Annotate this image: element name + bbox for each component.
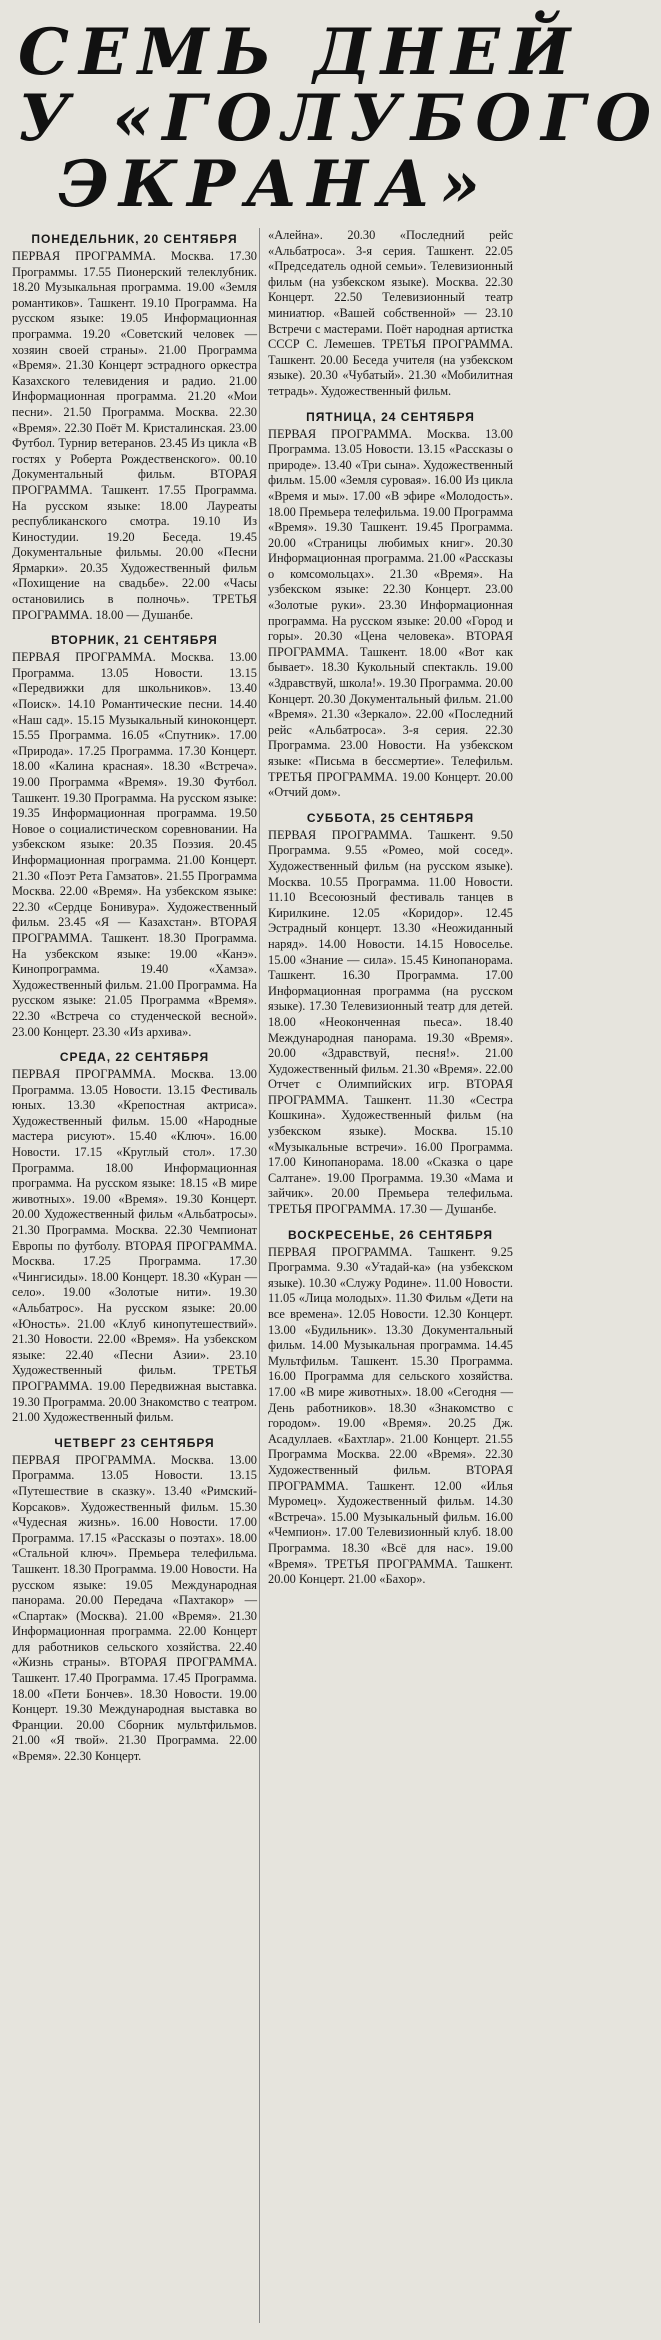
program-text: ПЕРВАЯ ПРОГРАММА. Ташкент. 9.50 Программа. 9.55 «Ромео, мой сосед». Художественный фильм (на русском языке). Москва. 10.55 Программа. 11.00 Новости. 11.10 Всесоюзный фестиваль танцев в Кирилкине. 12.05 «Коридор». 12.45 Эстрадный концерт. 13.30 «Неожиданный наряд». 14.00 Новости. 14.15 Новоселье. 15.00 «Знание — сила». 15.45 Кинопанорама. Ташкент. 16.30 Программа. 17.00 Информационная программа (на русском языке). 17.30 Телевизионный театр для детей. 18.00 «Неоконченная пьеса». 18.40 Международная панорама. 19.30 «Время». 20.00 «Здравствуй, песня!». 21.00 Художественный фильм. 21.30 «Время». 22.00 Отчет с Олимпийских игр. ВТОРАЯ ПРОГРАММА. Ташкент. 11.30 «Сестра Кошкина». Художественный фильм (на узбекском языке). Москва. 15.10 «Музыкальные встречи». 16.00 Программа. 17.00 Кинопанорама. 18.00 «Сказка о царе Салтане». 19.00 Программа. 19.30 «Мама и зайчик». 20.00 Премьера телефильма. ТРЕТЬЯ ПРОГРАММА. 17.30 — Душанбе.: [268, 827, 513, 1217]
program-text: ПЕРВАЯ ПРОГРАММА. Москва. 13.00 Программа. 13.05 Новости. 13.15 «Путешествие в сказку». 13.40 «Римский-Корсаков». Художественный фильм. 15.30 «Чудесная жизнь». 16.00 Новости. 17.00 Программа. 17.15 «Рассказы о поэтах». 18.00 «Стальной ключ». Премьера телефильма. Ташкент. 18.30 Программа. 19.00 Новости. На русском языке: 19.05 Международная панорама. 20.00 Передача «Пахтакор» — «Спартак» (Москва). 21.00 «Время». 21.30 Информационная программа. 22.00 Концерт для работников сельского хозяйства. 22.40 «Жизнь страны». ВТОРАЯ ПРОГРАММА. Ташкент. 17.40 Программа. 17.45 Программа. 18.00 «Пети Бончев». 18.30 Новости. 19.00 Концерт. 19.30 Международная выставка во Франции. 20.00 Сборник мультфильмов. 21.00 «Я твой». 21.30 Программа. 22.00 «Время». 22.30 Концерт.: [12, 1452, 257, 1764]
column-divider: [259, 228, 260, 2323]
day-title: ПЯТНИЦА, 24 СЕНТЯБРЯ: [306, 409, 475, 424]
section-friday: [268, 410, 513, 801]
section-tuesday: [12, 633, 257, 1040]
section-thursday-continued: [268, 228, 513, 400]
program-text: ПЕРВАЯ ПРОГРАММА. Москва. 17.30 Программы. 17.55 Пионерский телеклубник. 18.20 Музыкальная программа. 19.00 «Земля романтиков». Ташкент. 19.10 Программа. На русском языке: 19.05 Информационная программа. 19.20 «Советский человек — хозяин своей страны». 21.00 Программа «Время». 21.30 Концерт эстрадного оркестра Казахского телевидения и радио. 21.00 Информационная программа. 21.20 «Мои песни». 21.50 Программа. Москва. 22.30 «Время». 22.30 Поёт М. Кристалинская. 23.00 Футбол. Турнир ветеранов. 23.45 Из цикла «В гостях у Роберта Рождественского». 00.10 Документальный фильм. ВТОРАЯ ПРОГРАММА. Ташкент. 17.55 Программа. На русском языке: 18.00 Лауреаты республиканского смотра. 19.10 Из Киностудии. 19.20 Беседа. 19.45 Документальные фильмы. 20.00 «Песни Ярмарки». 20.35 Художественный фильм «Похищение на свадьбе». 22.00 «Часы остановились в полночь». ТРЕТЬЯ ПРОГРАММА. 18.00 — Душанбе.: [12, 249, 257, 622]
section-wednesday: [12, 1050, 257, 1426]
section-sunday: [268, 1228, 513, 1588]
day-title: ЧЕТВЕРГ 23 СЕНТЯБРЯ: [54, 1435, 215, 1450]
headline-line-1: СЕМЬ ДНЕЙ: [18, 15, 581, 90]
day-title: ВОСКРЕСЕНЬЕ, 26 СЕНТЯБРЯ: [287, 1227, 494, 1242]
headline: [18, 15, 661, 225]
headline-line-3: ЭКРАНА»: [58, 147, 490, 222]
day-title: СУББОТА, 25 СЕНТЯБРЯ: [306, 810, 475, 825]
left-column: [12, 228, 257, 1775]
day-title: ПОНЕДЕЛЬНИК, 20 СЕНТЯБРЯ: [31, 232, 238, 246]
day-title: СРЕДА, 22 СЕНТЯБРЯ: [59, 1050, 210, 1065]
section-saturday: [268, 811, 513, 1218]
right-column: [268, 228, 513, 1598]
headline-line-2: У «ГОЛУБОГО: [18, 81, 661, 156]
program-text: ПЕРВАЯ ПРОГРАММА. Ташкент. 9.25 Программа. 9.30 «Утадай-ка» (на узбекском языке). 10.30 «Служу Родине». 11.00 Новости. 11.05 «Лица молодых». 11.30 Фильм «Дети на все времена». 12.05 Новости. 12.30 Концерт. 13.00 «Будильник». 13.30 Документальный фильм. 14.00 Музыкальная программа. 14.45 Мультфильм. Ташкент. 15.30 Программа. 16.00 Программа для сельского хозяйства. 17.00 «В мире животных». 18.00 «Сегодня — День работников». 18.30 «Знакомство с городом». 19.00 «Время». 20.25 Дж. Асадуллаев. «Бахтлар». 21.00 Концерт. 21.55 Программа Москва. 22.00 «Время». 22.30 Художественный фильм. ВТОРАЯ ПРОГРАММА. Ташкент. 12.00 «Илья Муромец». Художественный фильм. 14.30 «Встреча». 15.00 Музыкальный фильм. 16.00 «Чемпион». 17.00 Телевизионный клуб. 18.00 Программа. 18.30 «Всё для нас». 19.00 «Время». ТРЕТЬЯ ПРОГРАММА. Ташкент. 20.00 Концерт. 21.00 «Бахор».: [268, 1244, 513, 1587]
program-text: «Алейна». 20.30 «Последний рейс «Альбатроса». 3-я серия. Ташкент. 22.05 «Председатель одной семьи». Телевизионный фильм (на узбекском языке). Москва. 22.30 Концерт. 22.50 Телевизионный театр миниатюр. «Вашей собственной» — 23.10 Встречи с мастерами. Поёт народная артистка СССР С. Лемешев. ТРЕТЬЯ ПРОГРАММА. Ташкент. 20.00 Беседа учителя (на узбекском языке). 20.30 «Чубатый». 21.30 «Мобилитная тетрадь». Художественный фильм.: [268, 228, 513, 398]
section-thursday: [12, 1436, 257, 1765]
program-text: ПЕРВАЯ ПРОГРАММА. Москва. 13.00 Программа. 13.05 Новости. 13.15 Фестиваль юных. 13.30 «Крепостная актриса». Художественный фильм. 15.00 «Народные мастера рисуют». 15.40 «Ключ». 16.00 Новости. 17.15 «Круглый стол». 17.30 Программа. 18.00 Информационная программа. На русском языке: 18.15 «В мире животных». 19.00 «Время». 19.30 Концерт. 20.00 Художественный фильм «Альбатросы». 21.30 Программа. Москва. 22.30 Чемпионат Европы по футболу. ВТОРАЯ ПРОГРАММА. Москва. 17.25 Программа. 17.30 «Чингисиды». 18.00 Концерт. 18.30 «Куран — село». 19.00 «Золотые нити». 19.30 «Альбатрос». На русском языке: 20.00 «Юность». 21.00 «Клуб кинопутешествий». 21.30 Новости. 22.00 «Время». На узбекском языке: 22.40 «Песни Азии». 23.10 Художественный фильм. ТРЕТЬЯ ПРОГРАММА. 19.00 Передвижная выставка. 19.30 Программа. 20.00 Знакомство с театром. 21.00 Художественный фильм.: [12, 1067, 257, 1425]
program-text: ПЕРВАЯ ПРОГРАММА. Москва. 13.00 Программа. 13.05 Новости. 13.15 «Передвижки для школьников». 13.40 «Поиск». 14.10 Романтические песни. 14.40 «Наш сад». 15.15 Музыкальный киноконцерт. 15.55 Программа. 16.05 «Спутник». 17.00 «Природа». 17.25 Программа. 17.30 Концерт. 18.00 «Калина красная». 18.30 «Встреча». 19.00 Программа «Время». 19.30 Футбол. Ташкент. 19.30 Программа. На русском языке: 19.35 Информационная программа. 19.50 Новое о социалистическом соревновании. На узбекском языке: 20.35 Поэзия. 20.45 Информационная программа. 21.00 Концерт. 21.30 «Поэт Рета Гамзатов». 21.55 Программа Москва. 22.00 «Время». На узбекском языке: 22.30 «Сердце Бонивура». Художественный фильм. 23.45 «Я — Казахстан». ВТОРАЯ ПРОГРАММА. Ташкент. 18.30 Программа. На узбекском языке: 19.00 «Канэ». Кинопрограмма. 19.40 «Хамза». Художественный фильм. 21.00 Программа. На русском языке: 21.05 Программа «Время». 22.30 «Встреча со студенческой весной». 23.00 Концерт. 23.30 «Из архива».: [12, 650, 257, 1039]
section-monday: [12, 232, 257, 623]
day-title: ВТОРНИК, 21 СЕНТЯБРЯ: [51, 633, 218, 648]
program-text: ПЕРВАЯ ПРОГРАММА. Москва. 13.00 Программа. 13.05 Новости. 13.15 «Рассказы о природе». 13.40 «Три сына». Художественный фильм. 15.00 «Земля суровая». 16.00 Из цикла «Время и мы». 17.00 «В эфире «Молодость». 18.00 Премьера телефильма. 19.00 Программа «Время». 19.30 Ташкент. 19.45 Программа. 20.00 «Страницы любимых книг». 20.30 Информационная программа. 21.00 «Рассказы о комсомольцах». 21.30 «Время». На узбекском языке: 22.30 Концерт. 23.00 «Золотые руки». 23.30 Информационная программа. На русском языке: 20.00 «Город и горы». 20.30 «Цена человека». ВТОРАЯ ПРОГРАММА. Ташкент. 18.00 «Вот как бывает». 18.30 Кукольный спектакль. 19.00 «Здравствуй, школа!». 19.30 Программа. 20.00 Концерт. 20.30 Документальный фильм. 21.00 «Время». 21.30 «Зеркало». 22.00 «Последний рейс «Альбатроса». 3-я серия. 22.30 Программа. 23.00 Новости. На узбекском языке: «Письма в бессмертие». Телефильм. ТРЕТЬЯ ПРОГРАММА. 19.00 Концерт. 20.00 «Отчий дом».: [268, 426, 513, 800]
